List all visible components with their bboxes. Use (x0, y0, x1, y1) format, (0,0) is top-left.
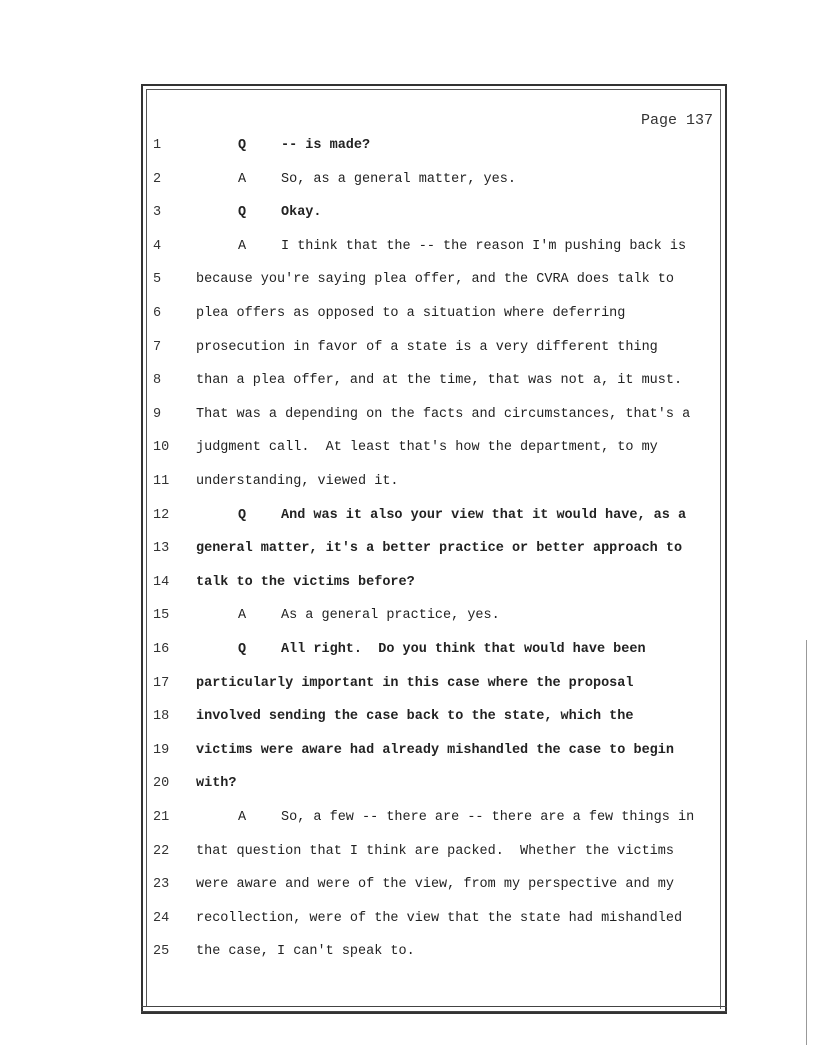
line-text: prosecution in favor of a state is a very different thing (196, 340, 658, 355)
transcript-line (0, 911, 816, 931)
line-text: general matter, it's a better practice or better approach to (196, 541, 683, 556)
line-number: 12 (153, 508, 170, 523)
transcript-line (0, 743, 816, 763)
line-number: 8 (153, 373, 162, 388)
line-number: 11 (153, 474, 170, 489)
line-text: understanding, viewed it. (196, 474, 399, 489)
line-number: 9 (153, 407, 162, 422)
transcript-line (0, 541, 816, 561)
line-text: So, as a general matter, yes. (281, 172, 516, 187)
transcript-line (0, 508, 816, 528)
line-text: were aware and were of the view, from my perspective and my (196, 877, 674, 892)
transcript-line (0, 239, 816, 259)
speaker-label: A (238, 608, 247, 623)
speaker-label: A (238, 810, 247, 825)
line-number: 5 (153, 272, 162, 287)
line-number: 7 (153, 340, 162, 355)
speaker-label: A (238, 239, 247, 254)
transcript-line (0, 138, 816, 158)
line-number: 18 (153, 709, 170, 724)
line-number: 3 (153, 205, 162, 220)
line-text: with? (196, 776, 237, 791)
line-text: judgment call. At least that's how the department, to my (196, 440, 658, 455)
transcript-line (0, 709, 816, 729)
line-text: I think that the -- the reason I'm pushing back is (281, 239, 687, 254)
line-text: that question that I think are packed. Whether the victims (196, 844, 674, 859)
page-number: Page 137 (640, 112, 713, 129)
line-number: 16 (153, 642, 170, 657)
line-number: 2 (153, 172, 162, 187)
line-number: 14 (153, 575, 170, 590)
line-text: involved sending the case back to the state, which the (196, 709, 634, 724)
transcript-line (0, 272, 816, 292)
line-number: 13 (153, 541, 170, 556)
transcript-line (0, 944, 816, 964)
line-text: because you're saying plea offer, and the CVRA does talk to (196, 272, 674, 287)
line-text: Okay. (281, 205, 322, 220)
transcript-line (0, 440, 816, 460)
transcript-line (0, 642, 816, 662)
line-number: 17 (153, 676, 170, 691)
line-number: 15 (153, 608, 170, 623)
transcript-line (0, 810, 816, 830)
speaker-label: Q (238, 508, 247, 523)
line-text: That was a depending on the facts and circumstances, that's a (196, 407, 691, 422)
page-border-bottom (141, 1006, 727, 1012)
line-number: 24 (153, 911, 170, 926)
transcript-line (0, 676, 816, 696)
line-number: 20 (153, 776, 170, 791)
line-text: All right. Do you think that would have been (281, 642, 646, 657)
line-text: particularly important in this case where the proposal (196, 676, 634, 691)
line-text: recollection, were of the view that the state had mishandled (196, 911, 683, 926)
speaker-label: Q (238, 138, 247, 153)
transcript-line (0, 306, 816, 326)
transcript-line (0, 877, 816, 897)
transcript-line (0, 844, 816, 864)
line-number: 19 (153, 743, 170, 758)
scan-edge-line (806, 640, 807, 1045)
line-number: 4 (153, 239, 162, 254)
line-number: 10 (153, 440, 170, 455)
line-text: plea offers as opposed to a situation where deferring (196, 306, 626, 321)
line-number: 25 (153, 944, 170, 959)
speaker-label: Q (238, 642, 247, 657)
speaker-label: Q (238, 205, 247, 220)
line-text: -- is made? (281, 138, 371, 153)
line-number: 6 (153, 306, 162, 321)
transcript-line (0, 172, 816, 192)
speaker-label: A (238, 172, 247, 187)
transcript-line (0, 608, 816, 628)
line-text: than a plea offer, and at the time, that was not a, it must. (196, 373, 683, 388)
line-text: the case, I can't speak to. (196, 944, 415, 959)
line-text: And was it also your view that it would have, as a (281, 508, 687, 523)
transcript-line (0, 407, 816, 427)
transcript-line (0, 474, 816, 494)
line-number: 23 (153, 877, 170, 892)
transcript-line (0, 340, 816, 360)
transcript-line (0, 575, 816, 595)
transcript-line (0, 205, 816, 225)
transcript-line (0, 776, 816, 796)
line-text: victims were aware had already mishandled the case to begin (196, 743, 674, 758)
transcript-line (0, 373, 816, 393)
line-number: 21 (153, 810, 170, 825)
line-text: So, a few -- there are -- there are a few things in (281, 810, 695, 825)
line-number: 1 (153, 138, 162, 153)
line-text: As a general practice, yes. (281, 608, 500, 623)
line-text: talk to the victims before? (196, 575, 415, 590)
line-number: 22 (153, 844, 170, 859)
